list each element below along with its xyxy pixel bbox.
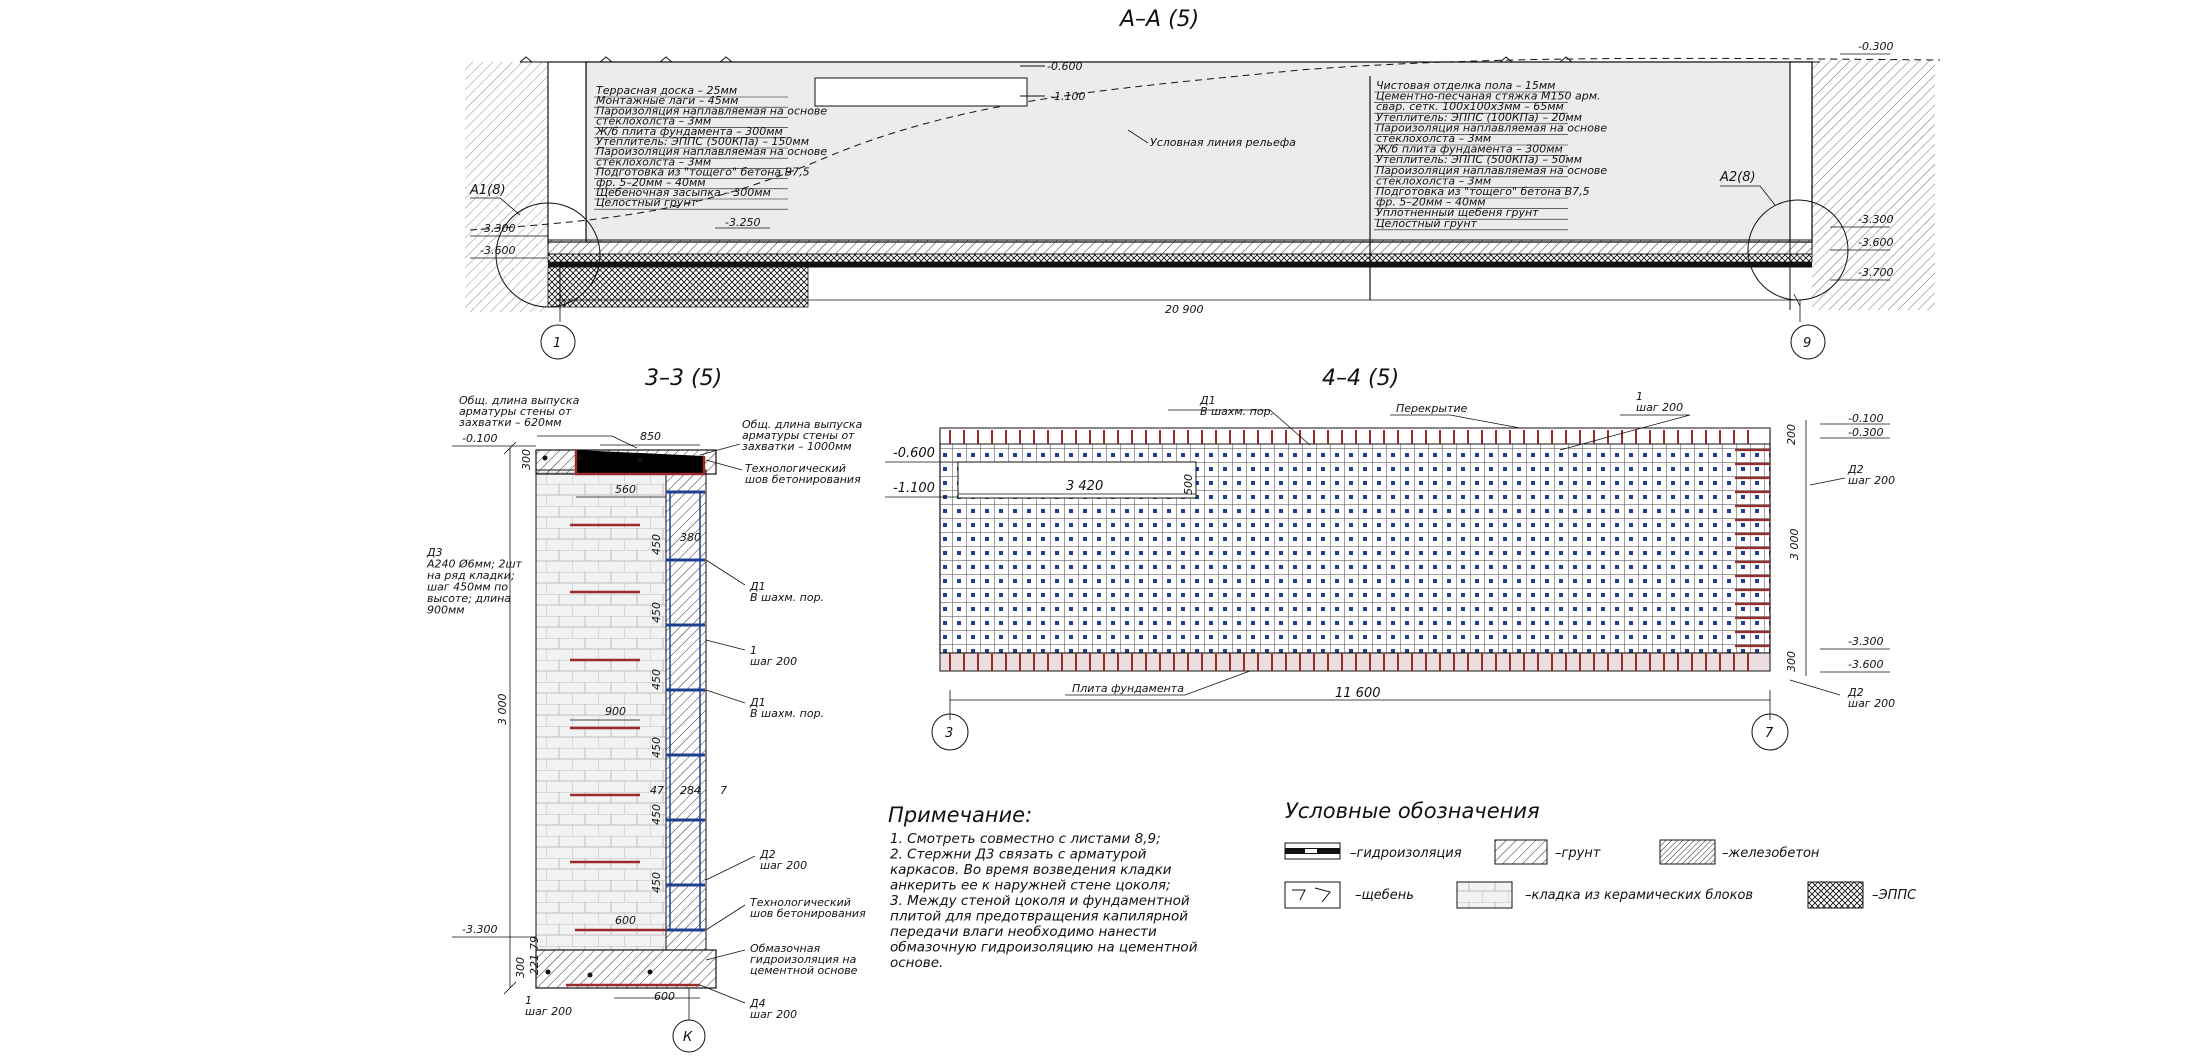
d2-44-right-line: шаг 200	[1848, 474, 1896, 487]
dim-44-3420: 3 420	[1066, 479, 1104, 494]
note-top-left-line: арматуры стены от	[459, 405, 572, 418]
section-33	[426, 366, 866, 1052]
dim-44-300: 300	[1785, 651, 1798, 672]
legend-xps	[1808, 882, 1917, 908]
layer-right-line: Цементно-песчаная стяжка М150 арм.	[1376, 89, 1601, 103]
section-aa	[465, 7, 1940, 359]
callout-33-line: Д1	[750, 580, 766, 593]
layer-right-line: Уплотненный щебеня грунт	[1376, 206, 1539, 220]
dim-33-450: 450	[650, 602, 663, 623]
legend-waterproofing	[1285, 843, 1462, 861]
dim-33-450: 450	[650, 872, 663, 893]
callout-33-line: Д1	[750, 696, 766, 709]
legend-soil-label: –грунт	[1555, 846, 1601, 861]
node-a2-label: А2(8)	[1720, 170, 1756, 185]
d3-note-line: 900мм	[427, 603, 465, 617]
d2-44-bottom-line: Д2	[1848, 686, 1864, 699]
dim-33-600a: 600	[615, 914, 636, 927]
notes-lines	[890, 831, 1198, 971]
d2-44-bottom	[1847, 686, 1895, 710]
layer-left-line: стеклохолста – 3мм	[596, 155, 712, 169]
note-line: каркасов. Во время возведения кладки	[890, 862, 1172, 878]
callout-33-line: 1	[750, 644, 757, 657]
layer-right-line: фр. 5–20мм – 40мм	[1376, 195, 1486, 209]
slab-concrete-aa	[548, 240, 1812, 254]
callout-33-line: В шахм. пор.	[750, 591, 825, 604]
dim-44-3000: 3 000	[1788, 528, 1801, 560]
callout-33-line: Технологический	[750, 896, 851, 909]
legend-waterproofing-label: –гидроизоляция	[1350, 846, 1462, 861]
callout-33-line: шаг 200	[750, 1008, 798, 1021]
layer-left-line: Террасная доска – 25мм	[596, 84, 738, 97]
legend-soil	[1495, 840, 1601, 864]
layer-left-line: фр. 5–20мм – 40мм	[596, 175, 706, 189]
callout-33-line: гидроизоляция на	[750, 953, 857, 966]
layer-left-line: Пароизоляция наплавляемая на основе	[596, 104, 828, 118]
d2-44-bottom-line: шаг 200	[1848, 697, 1896, 710]
axis-7-label: 7	[1765, 726, 1774, 741]
elev-33-top: -0.100	[462, 432, 498, 445]
legend	[1285, 799, 1917, 908]
dim-33-380: 380	[680, 531, 701, 544]
dim-33-900: 900	[605, 705, 626, 718]
axis-1-label: 1	[553, 336, 562, 351]
dim-33-600b: 600	[654, 990, 675, 1003]
note-line: основе.	[890, 955, 944, 971]
note-top-left	[459, 394, 580, 429]
layer-right-line: Пароизоляция наплавляемая на основе	[1376, 121, 1608, 135]
note-top-left-line: Общ. длина выпуска	[459, 394, 580, 407]
note-top-right-line: захватки – 1000мм	[742, 440, 852, 453]
note-top-left-line: захватки – 620мм	[459, 416, 562, 429]
elev-right-1: -3.300	[1858, 213, 1894, 226]
d2-44-right-line: Д2	[1848, 463, 1864, 476]
dim-33-47: 47	[650, 784, 664, 797]
dim-33-450: 450	[650, 669, 663, 690]
note-line: обмазочную гидроизоляцию на цементной	[890, 939, 1198, 956]
dim-33-450: 450	[650, 737, 663, 758]
dim-44-500: 500	[1182, 474, 1195, 495]
section-44-title: 4–4 (5)	[1322, 366, 1400, 391]
legend-gravel	[1285, 882, 1414, 908]
axis-3-label: 3	[945, 726, 954, 741]
legend-xps-label: –ЭППС	[1872, 888, 1917, 903]
slab-top-label: Перекрытие	[1396, 402, 1468, 415]
section-44	[885, 366, 1895, 750]
legend-concrete-label: –железобетон	[1722, 846, 1820, 861]
elev-44-win-1: -0.600	[893, 446, 935, 461]
elev-right-top: -0.300	[1858, 40, 1894, 53]
note-top-right-line: арматуры стены от	[742, 429, 855, 442]
elev-44-bot-2: -3.600	[1848, 658, 1884, 671]
dim-33-7: 7	[720, 784, 727, 797]
callout-33-line: шов бетонирования	[745, 473, 861, 486]
legend-masonry	[1457, 882, 1753, 908]
callout-33-line: шов бетонирования	[750, 907, 866, 920]
elev-window-top: -0.600	[1047, 60, 1083, 73]
section-aa-title: А–А (5)	[1120, 7, 1200, 32]
d3-note-line: на ряд кладки;	[427, 569, 515, 582]
d1-44-line: Д1	[1200, 394, 1216, 407]
elev-44-top-1: -0.100	[1848, 412, 1884, 425]
callout-33-line: шаг 200	[760, 859, 808, 872]
callout-33-line: В шахм. пор.	[750, 707, 825, 720]
elev-33-bot: -3.300	[462, 923, 498, 936]
masonry-wall-33	[536, 470, 666, 950]
layer-right-line: свар. сетк. 100х100х3мм – 65мм	[1376, 100, 1564, 114]
note-top-right-line: Общ. длина выпуска	[742, 418, 863, 431]
axis-9-label: 9	[1803, 336, 1812, 351]
section-33-title: 3–3 (5)	[645, 366, 723, 391]
layer-left-line: Целостный грунт	[596, 196, 697, 210]
note-line: 2. Стержни Д3 связать с арматурой	[890, 846, 1147, 863]
axis-k-label: К	[683, 1030, 693, 1045]
callout-33-line: шаг 200	[750, 655, 798, 668]
note-line: передачи влаги необходимо нанести	[890, 924, 1157, 940]
elev-mid: -3.250	[725, 216, 761, 229]
notes-title: Примечание:	[888, 803, 1033, 827]
elev-44-top-2: -0.300	[1848, 426, 1884, 439]
elev-44-bot-1: -3.300	[1848, 635, 1884, 648]
callout-33-line: Технологический	[745, 462, 846, 475]
d3-note-line: Д3	[427, 546, 443, 559]
layer-left-line: Подготовка из "тощего" бетона В7,5	[596, 165, 810, 179]
d3-note-line: А240 Ø6мм; 2шт	[427, 557, 522, 571]
dim-33-3000: 3 000	[496, 693, 509, 725]
node-a1-label: А1(8)	[470, 183, 506, 198]
layer-left-line: стеклохолста – 3мм	[596, 114, 712, 128]
note-line: анкерить ее к наружней стене цоколя;	[890, 877, 1171, 894]
legend-masonry-label: –кладка из керамических блоков	[1525, 888, 1754, 903]
elev-right-3: -3.700	[1858, 266, 1894, 279]
callout-33-line: Обмазочная	[750, 942, 821, 955]
wall-right	[1790, 62, 1812, 242]
rebar-1-44-line: 1	[1636, 390, 1643, 403]
footing-33	[536, 950, 716, 988]
rebar-1-bottom	[525, 994, 572, 1018]
layer-left-line: Монтажные лаги – 45мм	[596, 94, 739, 108]
layer-right-line: Пароизоляция наплавляемая на основе	[1376, 163, 1608, 177]
d3-note-line: шаг 450мм по	[427, 580, 509, 594]
elev-right-2: -3.600	[1858, 236, 1894, 249]
layer-right-line: Ж/б плита фундамента – 300мм	[1376, 142, 1563, 156]
dim-33-221: 221	[528, 954, 541, 975]
slab-label-44: Плита фундамента	[1072, 682, 1184, 695]
relief-label: Условная линия рельефа	[1150, 136, 1296, 149]
layer-right-line: Утеплитель: ЭППС (100КПа) – 20мм	[1376, 110, 1583, 124]
callouts-33	[700, 460, 866, 1021]
layer-left-line: Ж/б плита фундамента – 300мм	[596, 124, 783, 138]
callout-33-line: Д2	[760, 848, 776, 861]
legend-title: Условные обозначения	[1285, 799, 1540, 823]
dim-44-200: 200	[1785, 424, 1798, 445]
dim-33-450: 450	[650, 804, 663, 825]
dim-33-79: 79	[528, 936, 541, 950]
note-top-right	[742, 418, 863, 453]
window-aa	[815, 78, 1027, 106]
notes-block	[888, 803, 1198, 971]
layer-right-line: стеклохолста – 3мм	[1376, 132, 1492, 145]
rebar-1-44-line: шаг 200	[1636, 401, 1684, 414]
layer-left-line: Пароизоляция наплавляемая на основе	[596, 145, 828, 159]
rebar-1-bottom-line: 1	[525, 994, 532, 1007]
layer-left-line: Утеплитель: ЭППС (500КПа) – 150мм	[596, 135, 810, 148]
dim-33-300b: 300	[514, 957, 527, 978]
d2-44-right	[1810, 463, 1895, 487]
rebar-1-bottom-line: шаг 200	[525, 1005, 573, 1018]
callout-33-line: Д4	[750, 997, 766, 1010]
legend-gravel-label: –щебень	[1355, 888, 1414, 903]
dim-33-300a: 300	[520, 449, 533, 470]
dim-44-11600: 11 600	[1335, 686, 1381, 701]
note-line: 1. Смотреть совместно с листами 8,9;	[890, 831, 1161, 847]
layer-right-line: Утеплитель: ЭППС (500КПа) – 50мм	[1376, 153, 1583, 167]
dim-33-450: 450	[650, 534, 663, 555]
dim-33-560: 560	[615, 483, 636, 496]
dim-aa-total: 20 900	[1165, 303, 1204, 316]
layer-right-line: стеклохолста – 3мм	[1376, 174, 1492, 188]
layer-right-line: Подготовка из "тощего" бетона В7,5	[1376, 185, 1590, 198]
dim-33-850: 850	[640, 430, 661, 443]
note-line: плитой для предотвращения капилярной	[890, 908, 1188, 925]
elev-left-1: -3.300	[480, 222, 516, 235]
layer-left-line: Щебеночная засыпка – 300мм	[596, 186, 771, 199]
d3-note-line: высоте; длина	[427, 592, 512, 605]
elev-left-2: -3.600	[480, 244, 516, 257]
d3-note	[426, 546, 523, 617]
callout-33-line: цементной основе	[750, 964, 858, 977]
d1-44-line: В шахм. пор.	[1200, 405, 1275, 418]
note-line: 3. Между стеной цоколя и фундаментной	[890, 893, 1190, 909]
layer-right-line: Чистовая отделка пола – 15мм	[1376, 79, 1556, 92]
elev-44-win-2: -1.100	[893, 481, 935, 496]
legend-concrete	[1660, 840, 1820, 864]
layer-right-line: Целостный грунт	[1376, 216, 1477, 230]
elev-window-bot: -1.100	[1050, 90, 1086, 103]
wall-left	[548, 62, 586, 242]
dim-33-284: 284	[680, 784, 701, 797]
